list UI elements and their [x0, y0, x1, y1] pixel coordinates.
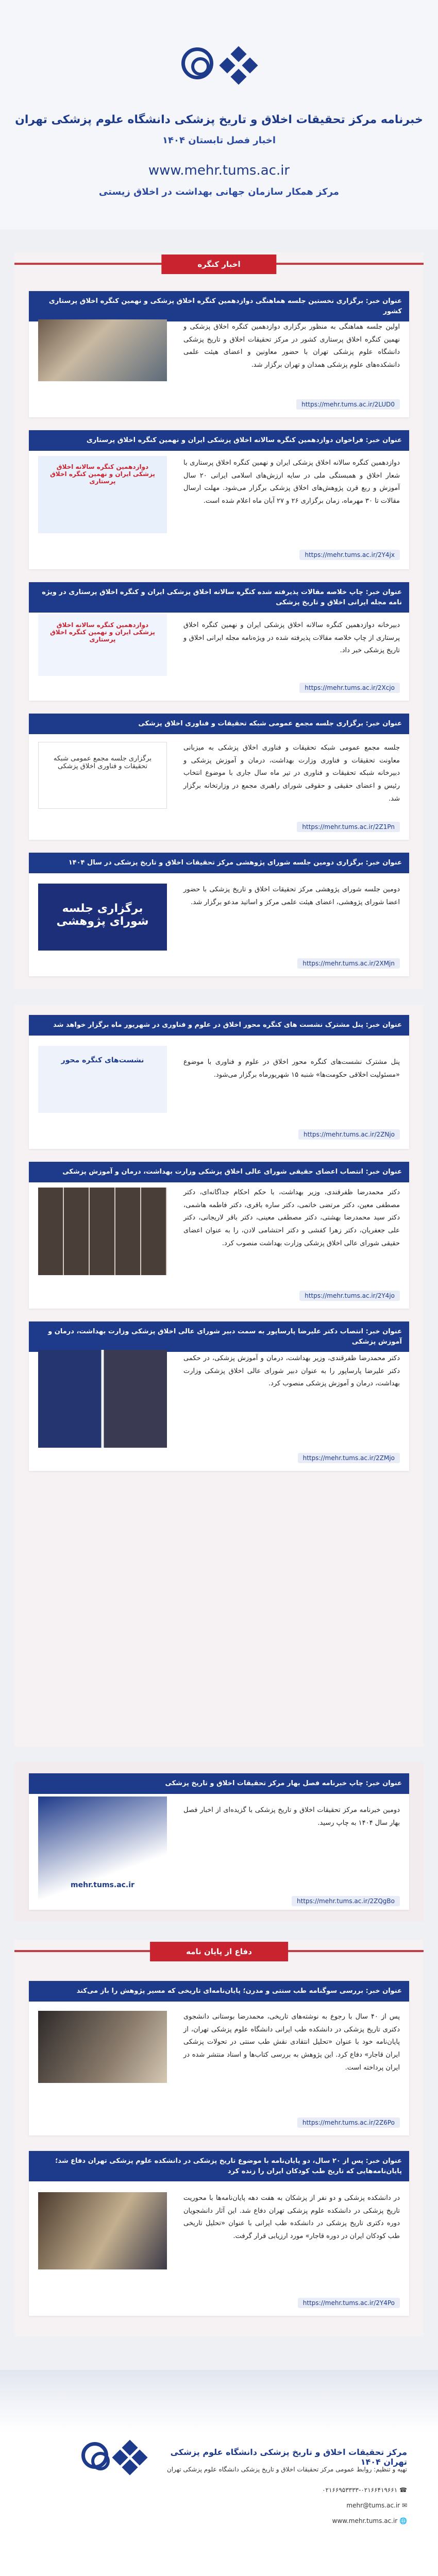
- news-body: جلسه مجمع عمومی شبکه تحقیقات و فناوری اخلاق پزشکی به میزبانی معاونت تحقیقات و فناوری وزارت بهداشت، درمان و آموزش پزشکی و دبیرخانه شبکه تحقیقات و فناوری در تیر ماه سال جاری با موضوع انتخاب رئیس و اعضای حقیقی و حقوقی شورای راهبری مجمع در وزارتخانه برگزار شد.: [183, 744, 400, 803]
- news-poster: [38, 884, 167, 951]
- news-title: عنوان خبر: چاپ خبرنامه فصل بهار مرکز تحقیقات اخلاق و تاریخ پزشکی: [29, 1773, 409, 1794]
- poster-text: نشست‌های کنگره محور: [61, 1056, 144, 1064]
- newsletter-footer: [0, 2370, 438, 2576]
- website-text[interactable]: www.mehr.tums.ac.ir: [332, 2517, 398, 2524]
- news-title: عنوان خبر: پنل مشترک نشست های کنگره محور اخلاق در علوم و فناوری در شهریور ماه برگزار خواهد شد: [29, 1015, 409, 1036]
- news-link[interactable]: https://mehr.tums.ac.ir/2LUD0: [296, 399, 400, 410]
- news-body: اولین جلسه هماهنگی به منظور برگزاری دوازدهمین کنگره اخلاق پزشکی و نهمین کنگره اخلاق پرستاری کشور در مرکز تحقیقات اخلاق و تاریخ پزشکی دانشگاه علوم پزشکی تهران با حضور معاونین و اعضای هیئت علمی دانشکده‌های علوم پزشکی همدان و تهران برگزار شد.: [183, 323, 400, 369]
- news-card: [29, 2151, 409, 2316]
- news-title: عنوان خبر: پس از ۲۰ سال، دو پایان‌نامه با موضوع تاریخ پزشکی در دانشکده علوم پزشکی تهران دفاع شد؛ پایان‌نامه‌هایی که تاریخ طب کودکان ایران را زنده کرد: [29, 2151, 409, 2181]
- news-photo-grid: [38, 1188, 167, 1275]
- news-card: [29, 1773, 409, 1910]
- news-link[interactable]: https://mehr.tums.ac.ir/2Y4Po: [298, 2298, 400, 2308]
- news-poster: [38, 614, 167, 676]
- news-card: [29, 853, 409, 976]
- news-card: [29, 1321, 409, 1471]
- news-body: پس از ۴۰ سال با رجوع به نوشته‌های تاریخی، محمدرضا بوستانی دانشجوی دکتری تاریخ پزشکی در دانشکده طب ایرانی دانشگاه علوم پزشکی تهران، از پایان‌نامه خود با عنوان «تحلیل انتقادی نقش طب سنتی در تحولات پزشکی ایران قاجار» دفاع کرد. این پژوهش به بررسی کتاب‌ها و اسناد منتشر شده در ایران پرداخته است.: [183, 2013, 400, 2072]
- news-body: پنل مشترک نشست‌های کنگره محور اخلاق در علوم و فناوری با موضوع «مسئولیت اخلاقی حکومت‌ها» شنبه ۱۵ شهریورماه برگزار می‌شود.: [183, 1058, 400, 1079]
- news-link[interactable]: https://mehr.tums.ac.ir/2Z1Pn: [297, 822, 400, 832]
- email-icon: ✉: [400, 2502, 407, 2509]
- news-poster: [38, 456, 167, 533]
- news-link[interactable]: https://mehr.tums.ac.ir/2ZNjo: [298, 1129, 400, 1140]
- footer-credit: تهیه و تنظیم: روابط عمومی مرکز تحقیقات اخلاق و تاریخ پزشکی دانشگاه علوم پزشکی تهران: [166, 2466, 407, 2473]
- news-title: عنوان خبر: برگزاری دومین جلسه شورای پژوهشی مرکز تحقیقات اخلاق و تاریخ پزشکی در سال ۱۴۰۴: [29, 853, 409, 873]
- news-body: دومین خبرنامه مرکز تحقیقات اخلاق و تاریخ پزشکی با گزیده‌ای از اخبار فصل بهار سال ۱۴۰۴ به چاپ رسید.: [183, 1806, 400, 1827]
- newsletter-season: اخبار فصل تابستان ۱۴۰۴: [162, 135, 276, 146]
- news-link[interactable]: https://mehr.tums.ac.ir/2ZQgBo: [292, 1896, 400, 1906]
- section-title: اخبار کنگره: [161, 255, 276, 274]
- newsletter-title: خبرنامه مرکز تحقیقات اخلاق و تاریخ پزشکی دانشگاه علوم پزشکی تهران: [15, 113, 423, 126]
- poster-text: دوازدهمین کنگره سالانه اخلاق پزشکی ایران و نهمین کنگره اخلاق پرستاری: [50, 463, 155, 485]
- news-title: عنوان خبر: چاپ خلاصه مقالات پذیرفته شده کنگره سالانه اخلاق پزشکی ایران و کنگره اخلاق پرستاری در ویژه نامه مجله ایرانی اخلاق و تاریخ پزشکی: [29, 582, 409, 613]
- news-title: عنوان خبر: بررسی سوگنامه طب سنتی و مدرن؛ پایان‌نامه‌ای تاریخی که مسیر پژوهش را باز می‌کند: [29, 1981, 409, 2002]
- university-logo-icon: [81, 2442, 108, 2469]
- news-title: عنوان خبر: انتصاب دکتر علیرضا پارساپور به سمت دبیر شورای عالی اخلاق پزشکی وزارت بهداشت، درمان و آموزش پزشکی: [29, 1321, 409, 1352]
- news-title: عنوان خبر: فراخوان دوازدهمین کنگره سالانه اخلاق پزشکی ایران و نهمین کنگره اخلاق پرستاری: [29, 430, 409, 451]
- news-body: دکتر محمدرضا ظفرقندی، وزیر بهداشت، با حکم احکام جداگانه‌ای، دکتر مصطفی معین، دکتر مرتضی خاتمی، دکتر ساره باقری، دکتر فاطمه هاشمی، دکتر سید محمدرضا بهشتی، دکتر مصطفی معینی، دکتر باقر لاریجانی، دکتر علی جعفریان، دکتر زهرا کفشی و دکتر احتشامی لادن، را به عنوان اعضای حقیقی شورای عالی اخلاق پزشکی وزارت بهداشت منصوب کرد.: [183, 1189, 400, 1247]
- news-card: [29, 714, 409, 840]
- news-body: در دانشکده پزشکی و دو نفر از پزشکان به هفت دهه پایان‌نامه‌ها با محوریت تاریخ پزشکی در دانشکده علوم پزشکی تهران دفاع شد. این آثار دانشجویان دوره دکتری تاریخ پزشکی در دانشکده طب ایرانی با عنوان «تحلیل تاریخی طب کودکان ایران در دوره قاجار» مورد ارزیابی قرار گرفت.: [183, 2194, 400, 2241]
- news-title: عنوان خبر: برگزاری جلسه مجمع عمومی شبکه تحقیقات و فناوری اخلاق پزشکی: [29, 714, 409, 734]
- email-text[interactable]: mehr@tums.ac.ir: [346, 2502, 400, 2509]
- news-portraits: [38, 1350, 167, 1448]
- news-link[interactable]: https://mehr.tums.ac.ir/2Y4jx: [299, 550, 400, 560]
- footer-email[interactable]: [160, 2502, 407, 2509]
- footer-wave: [0, 2370, 438, 2432]
- poster-text: برگزاری جلسه مجمع عمومی شبکه تحقیقات و فناوری اخلاق پزشکی: [53, 755, 152, 770]
- section-print: [14, 1762, 424, 1922]
- news-title: عنوان خبر: انتصاب اعضای حقیقی شورای عالی اخلاق پزشکی وزارت بهداشت، درمان و آموزش پزشکی: [29, 1162, 409, 1182]
- poster-text: برگزاری جلسه شورای پژوهشی: [56, 902, 149, 928]
- footer-logos: [81, 2442, 144, 2472]
- phone-icon: ☎: [397, 2486, 407, 2494]
- poster-text: دوازدهمین کنگره سالانه اخلاق پزشکی ایران و نهمین کنگره اخلاق پرستاری: [50, 621, 155, 643]
- who-collaboration-note: مرکز همکار سازمان جهانی بهداشت در اخلاق زیستی: [98, 187, 340, 197]
- news-photo: [38, 2011, 167, 2083]
- center-logo-icon: [221, 47, 257, 83]
- poster-text: mehr.tums.ac.ir: [71, 1881, 134, 1889]
- section-congress: [14, 252, 424, 989]
- news-photo: [38, 2192, 167, 2269]
- news-link[interactable]: https://mehr.tums.ac.ir/2ZMjo: [298, 1453, 400, 1463]
- phone-text: ۰۲۱۶۶۹۵۳۳۳۳-۰۲۱۶۶۴۱۹۶۶۱: [322, 2486, 398, 2494]
- news-poster: [38, 1797, 167, 1900]
- globe-icon: 🌐: [397, 2517, 407, 2524]
- news-card: [29, 582, 409, 701]
- news-body: دومین جلسه شورای پژوهشی مرکز تحقیقات اخلاق و تاریخ پزشکی با حضور اعضا شورای پژوهشی، اعضای هیئت علمی مرکز و اساتید مدعو برگزار شد.: [183, 886, 400, 906]
- news-card: [29, 1162, 409, 1309]
- news-poster: [38, 1046, 167, 1113]
- footer-title: مرکز تحقیقات اخلاق و تاریخ پزشکی دانشگاه علوم پزشکی تهران ۱۴۰۴: [170, 2447, 407, 2467]
- news-link[interactable]: https://mehr.tums.ac.ir/2XMjn: [297, 958, 400, 969]
- news-card: [29, 430, 409, 569]
- newsletter-header: [0, 0, 438, 229]
- news-title: عنوان خبر: برگزاری نخستین جلسه هماهنگی دوازدهمین کنگره اخلاق پزشکی و نهمین کنگره اخلاق پرستاری کشور: [29, 291, 409, 321]
- news-card: [29, 1981, 409, 2136]
- section-theses: [14, 1940, 424, 2336]
- header-logos: [181, 47, 257, 83]
- news-card: [29, 291, 409, 417]
- section-title: دفاع از پایان نامه: [150, 1942, 288, 1961]
- website-url[interactable]: www.mehr.tums.ac.ir: [148, 163, 290, 178]
- news-poster: [38, 742, 167, 809]
- news-card: [29, 1015, 409, 1149]
- news-body: دبیرخانه دوازدهمین کنگره سالانه اخلاق پزشکی ایران و نهمین کنگره اخلاق پرستاری از چاپ خلاصه مقالات پذیرفته شده در ویژه‌نامه مجله ایرانی اخلاق و تاریخ پزشکی خبر داد.: [183, 621, 400, 655]
- news-link[interactable]: https://mehr.tums.ac.ir/2Z6Po: [297, 2117, 400, 2128]
- footer-website[interactable]: [160, 2517, 407, 2524]
- university-logo-icon: [181, 47, 213, 79]
- news-link[interactable]: https://mehr.tums.ac.ir/2Xcjo: [299, 683, 400, 693]
- news-link[interactable]: https://mehr.tums.ac.ir/2Y4jo: [299, 1291, 400, 1301]
- center-logo-icon: [114, 2442, 144, 2472]
- footer-phone: [160, 2486, 407, 2494]
- news-photo: [38, 319, 167, 381]
- section-council: [14, 1005, 424, 1747]
- news-body: دکتر محمدرضا ظفرقندی، وزیر بهداشت، درمان و آموزش پزشکی، در حکمی دکتر علیرضا پارساپور را به عنوان دبیر شورای عالی اخلاق پزشکی وزارت بهداشت، درمان و آموزش پزشکی منصوب کرد.: [183, 1354, 400, 1388]
- news-body: دوازدهمین کنگره سالانه اخلاق پزشکی ایران و نهمین کنگره اخلاق پرستاری با شعار اخلاق و همبستگی ملی در سایه ارزش‌های اسلامی ایرانی ۲۰ سال آموزش و ربع قرن پژوهش‌های اخلاق پزشکی برگزار می‌شود. مهلت ارسال مقالات تا ۳۰ مهرماه، زمان برگزاری ۲۶ و ۲۷ آبان ماه اعلام شده است.: [183, 459, 400, 505]
